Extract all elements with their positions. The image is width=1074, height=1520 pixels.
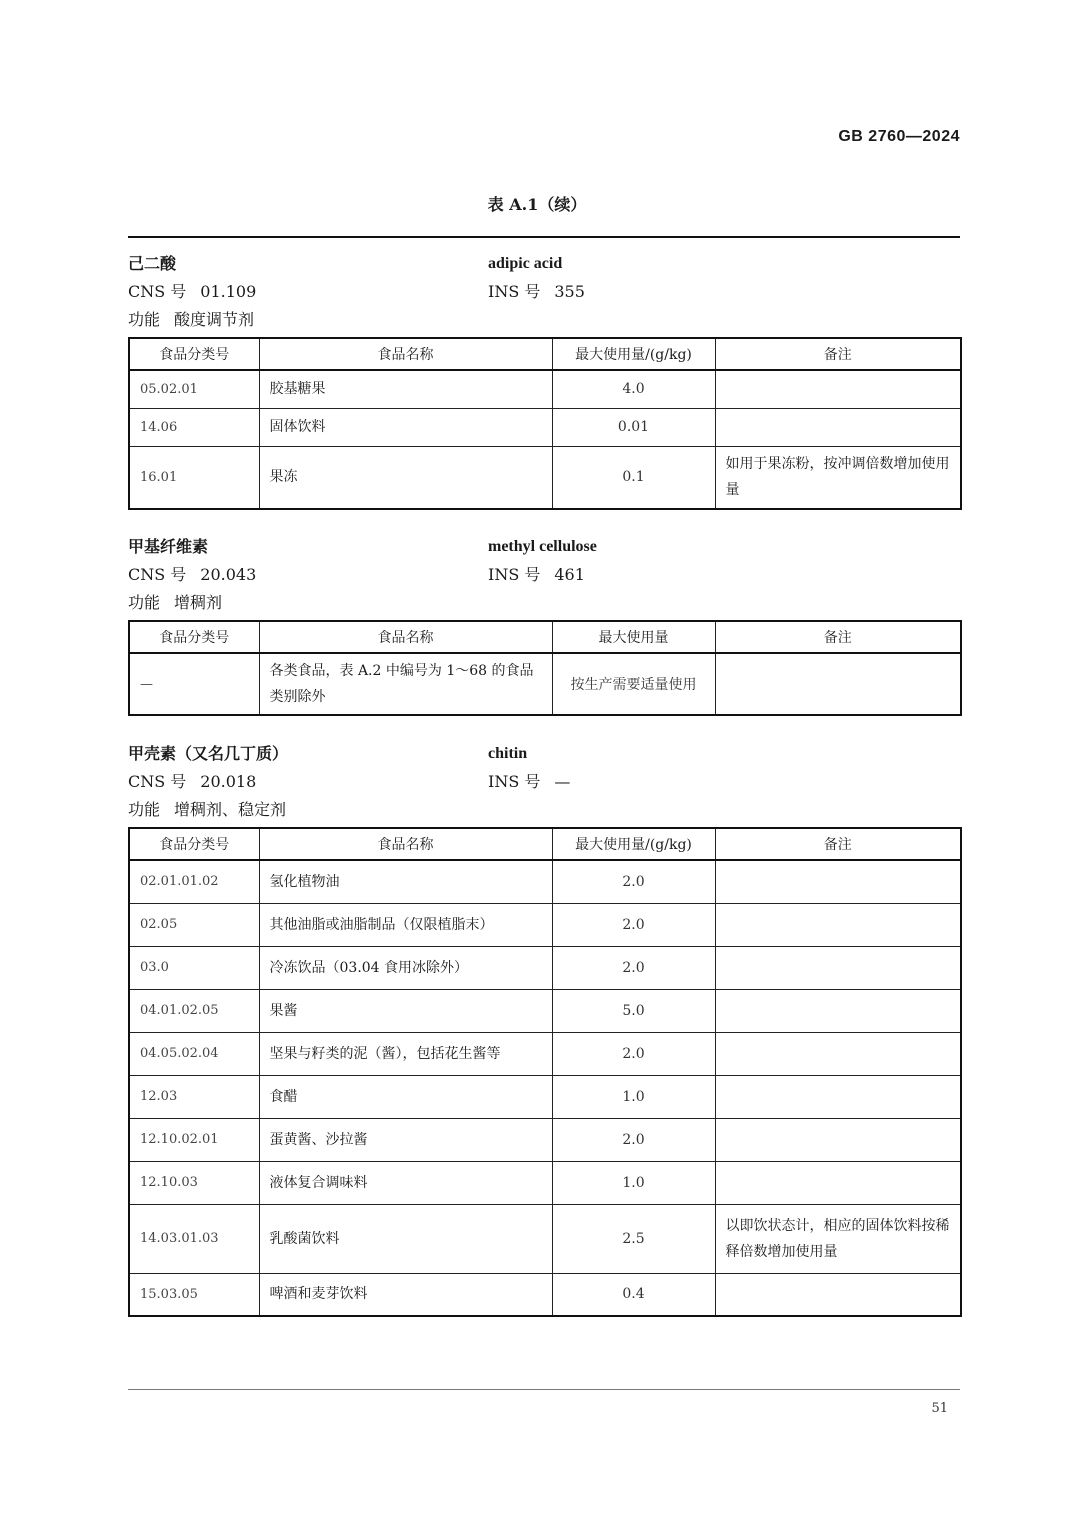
cell-name: 固体饮料 <box>259 408 552 446</box>
table-row <box>129 903 961 946</box>
cell-code: 03.0 <box>129 946 259 989</box>
col-header-note: 备注 <box>715 338 961 370</box>
cell-name: 冷冻饮品（03.04 食用冰除外） <box>259 946 552 989</box>
cell-note <box>715 1032 961 1075</box>
additive-en-name: chitin <box>488 745 528 762</box>
table-row <box>129 989 961 1032</box>
cns-number: 01.109 <box>200 282 257 301</box>
cell-code: 12.10.02.01 <box>129 1118 259 1161</box>
footer-rule <box>128 1389 960 1390</box>
cell-note: 以即饮状态计，相应的固体饮料按稀释倍数增加使用量 <box>715 1204 961 1273</box>
col-header-max: 最大使用量 <box>552 621 715 653</box>
cell-note <box>715 1075 961 1118</box>
cell-code: 14.06 <box>129 408 259 446</box>
col-header-code: 食品分类号 <box>129 621 259 653</box>
cell-code: 04.01.02.05 <box>129 989 259 1032</box>
table-row <box>129 1075 961 1118</box>
table-row <box>129 446 961 509</box>
function-value: 增稠剂、稳定剂 <box>174 800 287 819</box>
function-value: 酸度调节剂 <box>174 310 255 329</box>
table-row <box>129 653 961 715</box>
additive-en-name: adipic acid <box>488 255 563 272</box>
standard-number: GB 2760—2024 <box>838 128 960 145</box>
usage-table <box>128 337 962 510</box>
col-header-max: 最大使用量/(g/kg) <box>552 828 715 860</box>
cell-max: 1.0 <box>552 1075 715 1118</box>
cell-max: 0.1 <box>552 446 715 509</box>
cns-label: CNS 号 <box>128 282 187 301</box>
cns-number: 20.018 <box>200 772 257 791</box>
function-label: 功能 <box>128 593 161 612</box>
col-header-name: 食品名称 <box>259 621 552 653</box>
ins-number: — <box>554 772 571 791</box>
cell-name: 果冻 <box>259 446 552 509</box>
cell-note <box>715 653 961 715</box>
cell-code: — <box>129 653 259 715</box>
cns-number: 20.043 <box>200 565 257 584</box>
additive-section-methyl-cellulose <box>128 533 960 716</box>
cell-note <box>715 946 961 989</box>
cell-max: 2.0 <box>552 860 715 903</box>
table-row <box>129 1032 961 1075</box>
cell-max: 0.01 <box>552 408 715 446</box>
cell-note <box>715 1161 961 1204</box>
cell-name: 乳酸菌饮料 <box>259 1204 552 1273</box>
function-value: 增稠剂 <box>174 593 223 612</box>
col-header-code: 食品分类号 <box>129 338 259 370</box>
cell-max: 0.4 <box>552 1273 715 1316</box>
cell-max: 1.0 <box>552 1161 715 1204</box>
cell-max: 2.0 <box>552 1118 715 1161</box>
cell-code: 12.03 <box>129 1075 259 1118</box>
cell-name: 氢化植物油 <box>259 860 552 903</box>
cell-code: 05.02.01 <box>129 370 259 408</box>
table-row <box>129 370 961 408</box>
cns-label: CNS 号 <box>128 772 187 791</box>
cell-code: 12.10.03 <box>129 1161 259 1204</box>
additive-en-name: methyl cellulose <box>488 538 597 555</box>
col-header-note: 备注 <box>715 828 961 860</box>
cell-max: 2.0 <box>552 946 715 989</box>
cell-note <box>715 1273 961 1316</box>
usage-table <box>128 620 962 716</box>
cell-name: 食醋 <box>259 1075 552 1118</box>
cell-code: 02.01.01.02 <box>129 860 259 903</box>
cell-name: 啤酒和麦芽饮料 <box>259 1273 552 1316</box>
cns-label: CNS 号 <box>128 565 187 584</box>
cell-note <box>715 903 961 946</box>
cell-note <box>715 989 961 1032</box>
table-header-row <box>129 621 961 653</box>
cell-name: 胶基糖果 <box>259 370 552 408</box>
additive-section-adipic-acid <box>128 250 960 510</box>
col-header-note: 备注 <box>715 621 961 653</box>
cell-note: 如用于果冻粉，按冲调倍数增加使用量 <box>715 446 961 509</box>
cell-note <box>715 408 961 446</box>
cell-note <box>715 370 961 408</box>
table-caption: 表 A.1（续） <box>487 195 587 214</box>
additive-cn-name: 己二酸 <box>128 254 177 273</box>
col-header-code: 食品分类号 <box>129 828 259 860</box>
cell-code: 04.05.02.04 <box>129 1032 259 1075</box>
cell-max: 按生产需要适量使用 <box>552 653 715 715</box>
cell-code: 16.01 <box>129 446 259 509</box>
cell-note <box>715 1118 961 1161</box>
cell-max: 2.0 <box>552 1032 715 1075</box>
cell-max: 5.0 <box>552 989 715 1032</box>
ins-number: 355 <box>554 282 585 301</box>
col-header-max: 最大使用量/(g/kg) <box>552 338 715 370</box>
cell-max: 4.0 <box>552 370 715 408</box>
additive-cn-name: 甲壳素（又名几丁质） <box>128 744 289 763</box>
table-header-row <box>129 828 961 860</box>
table-row <box>129 408 961 446</box>
ins-label: INS 号 <box>488 565 541 584</box>
table-row <box>129 860 961 903</box>
page-number: 51 <box>931 1401 948 1416</box>
table-header-row <box>129 338 961 370</box>
cell-name: 液体复合调味料 <box>259 1161 552 1204</box>
cell-name: 蛋黄酱、沙拉酱 <box>259 1118 552 1161</box>
cell-max: 2.5 <box>552 1204 715 1273</box>
ins-number: 461 <box>554 565 585 584</box>
cell-name: 其他油脂或油脂制品（仅限植脂末） <box>259 903 552 946</box>
table-row <box>129 946 961 989</box>
ins-label: INS 号 <box>488 282 541 301</box>
additive-section-chitin <box>128 740 960 1317</box>
col-header-name: 食品名称 <box>259 338 552 370</box>
table-row <box>129 1161 961 1204</box>
top-rule <box>128 236 960 238</box>
col-header-name: 食品名称 <box>259 828 552 860</box>
function-label: 功能 <box>128 800 161 819</box>
cell-name: 果酱 <box>259 989 552 1032</box>
cell-code: 02.05 <box>129 903 259 946</box>
cell-name: 各类食品，表 A.2 中编号为 1～68 的食品类别除外 <box>259 653 552 715</box>
table-row <box>129 1273 961 1316</box>
ins-label: INS 号 <box>488 772 541 791</box>
cell-max: 2.0 <box>552 903 715 946</box>
cell-name: 坚果与籽类的泥（酱），包括花生酱等 <box>259 1032 552 1075</box>
cell-code: 14.03.01.03 <box>129 1204 259 1273</box>
usage-table <box>128 827 962 1317</box>
additive-cn-name: 甲基纤维素 <box>128 537 209 556</box>
cell-code: 15.03.05 <box>129 1273 259 1316</box>
function-label: 功能 <box>128 310 161 329</box>
cell-note <box>715 860 961 903</box>
table-row <box>129 1204 961 1273</box>
table-row <box>129 1118 961 1161</box>
